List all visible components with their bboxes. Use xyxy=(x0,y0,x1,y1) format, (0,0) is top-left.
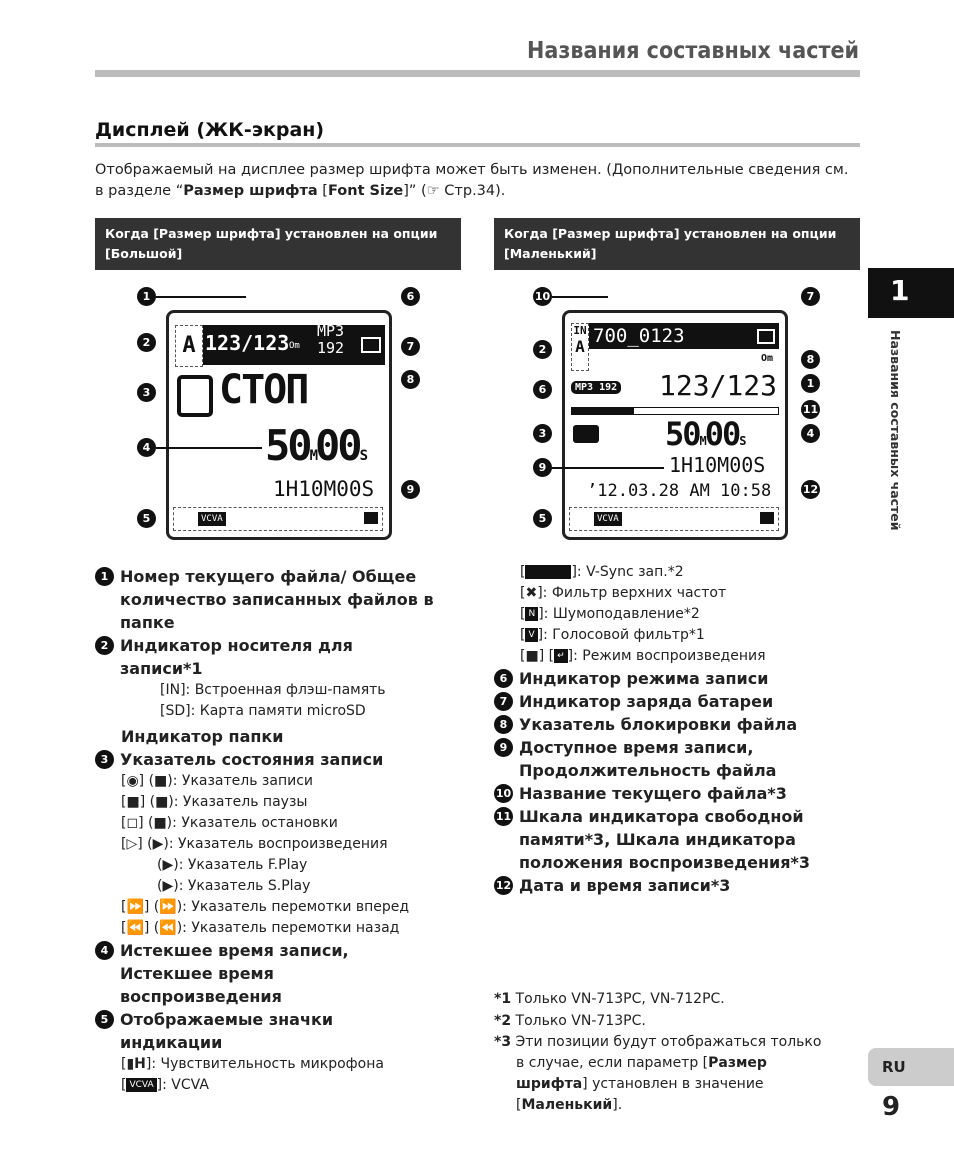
state: [⏩] (⏩): Указатель перемотки вперед xyxy=(121,899,410,915)
vcva-icon: VCVA xyxy=(126,1078,156,1092)
item-7 xyxy=(494,690,864,713)
lcd-large xyxy=(166,310,392,540)
media: IN xyxy=(573,324,587,337)
remaining-time: 1H10M00S xyxy=(273,477,375,501)
media-item: [SD]: Карта памяти microSD xyxy=(160,703,366,719)
state: [⏪] (⏪): Указатель перемотки назад xyxy=(121,920,400,936)
intro-part: [ xyxy=(317,183,328,199)
icon-text: ]: Чувствительность микрофона xyxy=(145,1056,384,1072)
page-number: 9 xyxy=(882,1092,901,1122)
callout-4: 4 xyxy=(137,438,156,457)
footnote-text: ]. xyxy=(612,1097,623,1113)
item-4 xyxy=(95,939,465,1008)
file-count: 123/123 xyxy=(205,331,290,355)
media-indicator xyxy=(571,323,589,371)
icon-text: ]: Фильтр верхних частот xyxy=(537,585,727,601)
callout-9: 9 xyxy=(401,480,420,499)
footnote-text: Только VN-713PC. xyxy=(511,1013,646,1029)
lock-icon: Om xyxy=(761,353,774,364)
callout-10: 10 xyxy=(533,287,552,306)
item-number: 9 xyxy=(494,738,513,757)
footnote-mark: *2 xyxy=(494,1013,512,1029)
item-number: 11 xyxy=(494,807,513,826)
footnote-text: Эти позиции будут отображаться только в случае, если параметр [ xyxy=(511,1034,822,1071)
item-text: Шкала индикатора свободной памяти*3, Шкала индикатора положения воспроизведения*3 xyxy=(519,807,811,872)
footnote-text: Только VN-713PC, VN-712PC. xyxy=(511,991,725,1007)
icon-item: [ N ]: Шумоподавление*2 xyxy=(520,606,700,622)
item-text: Название текущего файла*3 xyxy=(519,784,787,803)
item-number: 1 xyxy=(95,567,114,586)
item-2 xyxy=(95,634,465,680)
icon-list xyxy=(95,1054,465,1096)
item-text: Дата и время записи*3 xyxy=(519,876,731,895)
item-number: 12 xyxy=(494,876,513,895)
item-11 xyxy=(494,805,864,874)
item-12 xyxy=(494,874,864,897)
item-3 xyxy=(95,748,465,771)
callout-1: 1 xyxy=(801,374,820,393)
right-list xyxy=(494,562,864,897)
indicator-icons xyxy=(173,507,383,531)
icon-text: ]: Шумоподавление*2 xyxy=(538,606,700,622)
left-list xyxy=(95,565,465,1096)
callout-6: 6 xyxy=(401,287,420,306)
chapter-tab: 1 xyxy=(868,268,954,318)
item-6 xyxy=(494,667,864,690)
progress-bar xyxy=(571,407,779,415)
rec-mode xyxy=(317,323,344,357)
state: [◻] (■): Указатель остановки xyxy=(121,815,338,831)
footnotes xyxy=(494,988,824,1116)
item-number: 3 xyxy=(95,750,114,769)
play-mode-icon xyxy=(760,512,774,524)
icon-item: [ ]: V-Sync зап.*2 xyxy=(520,564,684,580)
callout-7: 7 xyxy=(801,287,820,306)
play-mode-icon xyxy=(364,512,378,524)
page-header-title: Названия составных частей xyxy=(527,38,859,64)
footnote-mark: *1 xyxy=(494,991,512,1007)
state: [◉] (■): Указатель записи xyxy=(121,773,314,789)
item-number: 6 xyxy=(494,669,513,688)
item-10 xyxy=(494,782,864,805)
item-text: Доступное время записи, Продолжительность файла xyxy=(519,738,777,780)
elapsed-time: 50M00S xyxy=(265,421,366,470)
callout-8: 8 xyxy=(401,370,420,389)
status-text: СТОП xyxy=(219,367,308,413)
icon-item: [✖]: Фильтр верхних частот xyxy=(520,585,727,601)
remaining-time: 1H10M00S xyxy=(669,453,766,477)
item-9 xyxy=(494,736,864,782)
state-text: Указатель перемотки назад xyxy=(191,920,400,936)
lcd-small xyxy=(562,310,788,540)
rec-mode: MP3 192 xyxy=(571,381,621,394)
item-1 xyxy=(95,565,465,634)
item-text: Индикатор носителя для записи*1 xyxy=(120,636,353,678)
progress-fill xyxy=(572,408,634,414)
icon-item: [ VCVA ]: VCVA xyxy=(121,1077,209,1093)
item-number: 10 xyxy=(494,784,513,803)
callout-2: 2 xyxy=(137,333,156,352)
folder-indicator-title: Индикатор папки xyxy=(121,727,284,746)
item-text: Индикатор заряда батареи xyxy=(519,692,774,711)
leader-line xyxy=(552,467,664,469)
footnote-mark: *3 xyxy=(494,1034,512,1050)
battery-icon xyxy=(361,337,381,353)
icon-item: [■] [ ↵ ]: Режим воспроизведения xyxy=(520,648,766,664)
minutes: 50 xyxy=(265,421,310,470)
callout-9: 9 xyxy=(533,458,552,477)
minutes: 50 xyxy=(665,415,700,453)
state-text: Указатель F.Play xyxy=(187,857,308,873)
icon-item: [▮H]: Чувствительность микрофона xyxy=(121,1056,384,1072)
callout-5: 5 xyxy=(533,509,552,528)
chapter-title-vertical: Названия составных частей xyxy=(888,330,903,531)
intro-bold: Font Size xyxy=(327,183,404,199)
footnote xyxy=(494,1032,824,1116)
rec-date: ’12.03.28 AM 10:58 xyxy=(587,481,772,501)
callout-3: 3 xyxy=(533,424,552,443)
header-rule xyxy=(95,70,860,77)
intro-bold: Размер шрифта xyxy=(183,183,318,199)
seconds: 00 xyxy=(704,415,740,453)
state: (▶): Указатель F.Play xyxy=(157,857,308,873)
item-text: Номер текущего файла/ Общее количество записанных файлов в папке xyxy=(120,567,434,632)
item-number: 2 xyxy=(95,636,114,655)
stop-icon xyxy=(177,375,213,417)
label-small-font: Когда [Размер шрифта] установлен на опции [Маленький] xyxy=(494,218,860,270)
vcva-icon: VCVA xyxy=(594,512,622,526)
state-text: Указатель воспроизведения xyxy=(178,836,388,852)
seconds: 00 xyxy=(315,421,360,470)
item-text: Указатель блокировки файла xyxy=(519,715,798,734)
callout-12: 12 xyxy=(801,480,820,499)
stop-icon xyxy=(573,425,599,443)
item-5 xyxy=(95,1008,465,1054)
icon-text: ]: Голосовой фильтр*1 xyxy=(537,627,705,643)
footnote xyxy=(494,988,824,1010)
icon-item: [ V ]: Голосовой фильтр*1 xyxy=(520,627,705,643)
media-item: [IN]: Встроенная флэш-память xyxy=(160,682,386,698)
folder: A xyxy=(575,337,585,356)
callout-6: 6 xyxy=(533,380,552,399)
file-count: 123/123 xyxy=(659,369,778,402)
footnote-bold: Размер шрифта xyxy=(516,1055,767,1092)
folder-indicator: A xyxy=(175,325,203,367)
icon-list xyxy=(494,562,864,667)
callout-5: 5 xyxy=(137,509,156,528)
item-number: 7 xyxy=(494,692,513,711)
intro-text xyxy=(95,160,855,202)
callout-4: 4 xyxy=(801,424,820,443)
battery-icon xyxy=(757,329,775,344)
footnote xyxy=(494,1010,824,1032)
leader-line xyxy=(156,447,262,449)
state-text: Указатель остановки xyxy=(181,815,338,831)
state: [▷] (▶): Указатель воспроизведения xyxy=(121,836,388,852)
lock-icon: Om xyxy=(289,341,300,351)
media-list xyxy=(95,680,465,722)
item-8 xyxy=(494,713,864,736)
item-text: Указатель состояния записи xyxy=(120,750,384,769)
intro-part: ]” (☞ Стр.34). xyxy=(403,183,506,199)
callout-11: 11 xyxy=(801,400,820,419)
callout-8: 8 xyxy=(801,350,820,369)
mode: MP3 xyxy=(317,322,345,340)
state-text: Указатель S.Play xyxy=(187,878,311,894)
item-text: Истекшее время записи, Истекшее время воспроизведения xyxy=(120,941,349,1006)
leader-line xyxy=(552,296,608,298)
state-text: Указатель перемотки вперед xyxy=(191,899,410,915)
leader-line xyxy=(156,296,246,298)
item-number: 8 xyxy=(494,715,513,734)
file-name: 700_0123 xyxy=(593,325,685,347)
section-rule xyxy=(95,143,860,147)
footnote-text: ] установлен в значение [ xyxy=(516,1076,764,1113)
icon-text: ]: V-Sync зап.*2 xyxy=(571,564,684,580)
icon-text: ]: VCVA xyxy=(156,1077,209,1093)
elapsed-time: 50M00S xyxy=(665,415,745,453)
icon-text: ]: Режим воспроизведения xyxy=(567,648,766,664)
callout-1: 1 xyxy=(137,287,156,306)
indicator-icons xyxy=(569,507,779,531)
intro-part: Отображаемый на дисплее размер шрифта может быть изменен. (Дополнительные сведения см. в разделе “ xyxy=(95,162,849,199)
callout-2: 2 xyxy=(533,340,552,359)
state-text: Указатель паузы xyxy=(182,794,308,810)
state: [■] (■): Указатель паузы xyxy=(121,794,308,810)
item-number: 4 xyxy=(95,941,114,960)
footnote-bold: Маленький xyxy=(521,1097,613,1113)
bitrate: 192 xyxy=(317,339,345,357)
vcva-icon: VCVA xyxy=(198,512,226,526)
item-text: Отображаемые значки индикации xyxy=(120,1010,334,1052)
callout-7: 7 xyxy=(401,337,420,356)
language-tab: RU xyxy=(868,1048,954,1086)
item-text: Индикатор режима записи xyxy=(519,669,769,688)
section-title: Дисплей (ЖК-экран) xyxy=(95,119,325,141)
callout-3: 3 xyxy=(137,383,156,402)
label-large-font: Когда [Размер шрифта] установлен на опции [Большой] xyxy=(95,218,461,270)
state-text: Указатель записи xyxy=(181,773,314,789)
item-number: 5 xyxy=(95,1010,114,1029)
state-list xyxy=(95,771,465,939)
state: (▶): Указатель S.Play xyxy=(157,878,311,894)
